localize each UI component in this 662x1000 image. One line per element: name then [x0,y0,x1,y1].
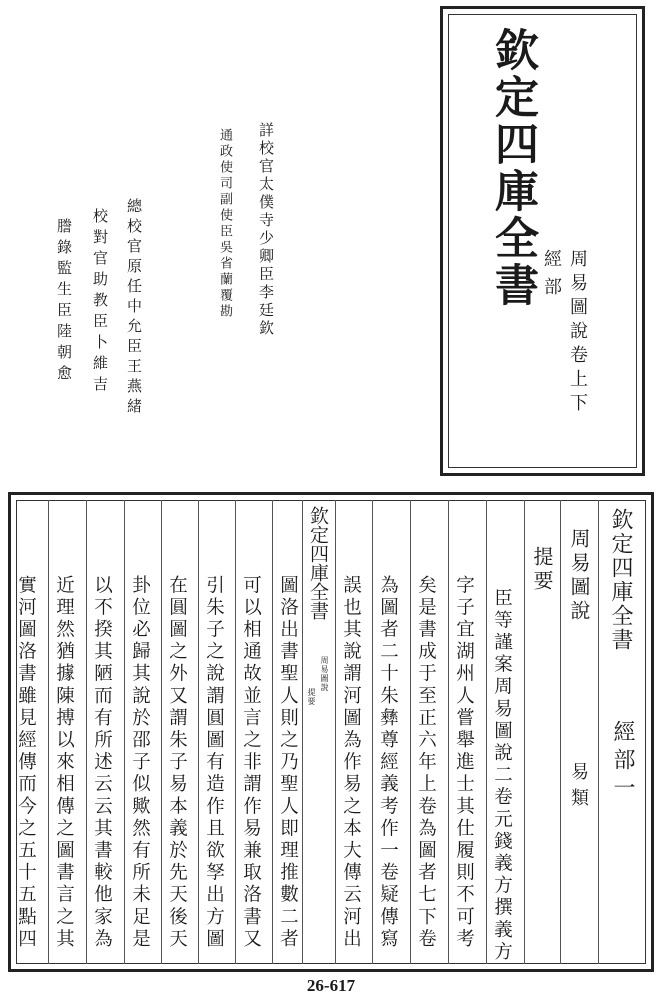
body-column: 在圓圖之外又謂朱子易本義於先天後天 [166,575,188,951]
column-rule [302,500,303,964]
credit-reviewer: 通政使司副使臣吳省蘭覆勘 [217,128,232,320]
body-column: 近理然猶據陳搏以來相傳之圖書言之其 [53,575,75,951]
title-label-volume: 周易圖說卷上下 [567,249,588,417]
body-column: 可以相通故並言之非謂作易兼取洛書又 [240,575,262,951]
body-column: 實河圖洛書雖見經傳而今之五十五點四 [15,575,37,951]
column-rule [410,500,411,964]
column-rule [86,500,87,964]
body-column: 字子宜湖州人嘗舉進士其仕履則不可考 [453,575,475,951]
credit-chief-collator: 總校官原任中允臣王燕緒 [125,198,143,418]
title-label-inner-border [448,14,637,468]
body-column: 矣是書成于至正六年上卷為圖者七下卷 [415,575,437,951]
column-rule [272,500,273,964]
column-rule [235,500,236,964]
credit-collator: 校對官助教臣卜維吉 [91,208,109,397]
body-column: 臣等謹案周易圖說二卷元錢義方撰義方 [491,588,513,964]
page-number: 26-617 [306,976,356,995]
column-rule [448,500,449,964]
column-rule [124,500,125,964]
column-rule [198,500,199,964]
column-rule [598,500,599,964]
column-rule [524,500,525,964]
body-column: 以不揆其陋而有所述云云其書較他家為 [91,575,113,951]
section-label: 經部一 [610,720,635,804]
column-rule [560,500,561,964]
body-column: 引朱子之說謂圓圖有造作且欲孥出方圖 [203,575,225,951]
book-title: 周易圖說 [567,528,591,624]
column-rule [48,500,49,964]
category-label: 易類 [568,762,589,814]
title-label-main: 欽定四庫全書 [487,27,538,309]
section-heading: 提要 [530,546,554,594]
center-fold-book: 周易圖說 [320,656,329,692]
column-rule [372,500,373,964]
center-fold-note: 提要 [307,688,316,706]
body-column: 為圖者二十朱彝尊經義考作一卷疑傳寫 [377,575,399,951]
title-label [440,6,645,476]
column-rule [161,500,162,964]
column-rule [335,500,336,964]
body-column: 卦位必歸其說於邵子似歟然有所未足是 [129,575,151,951]
body-column: 圖洛出書聖人則之乃聖人即理推數二者 [277,575,299,951]
credit-copyist: 謄錄監生臣陸朝愈 [55,218,73,386]
title-label-section: 經部 [541,249,562,305]
column-rule [486,500,487,964]
center-fold-title: 欽定四庫全書 [307,506,329,620]
body-column: 誤也其說謂河圖為作易之本大傳云河出 [340,575,362,951]
page-header: 欽定四庫全書 [608,508,633,652]
credit-proofreader: 詳校官太僕寺少卿臣李廷欽 [257,122,275,338]
